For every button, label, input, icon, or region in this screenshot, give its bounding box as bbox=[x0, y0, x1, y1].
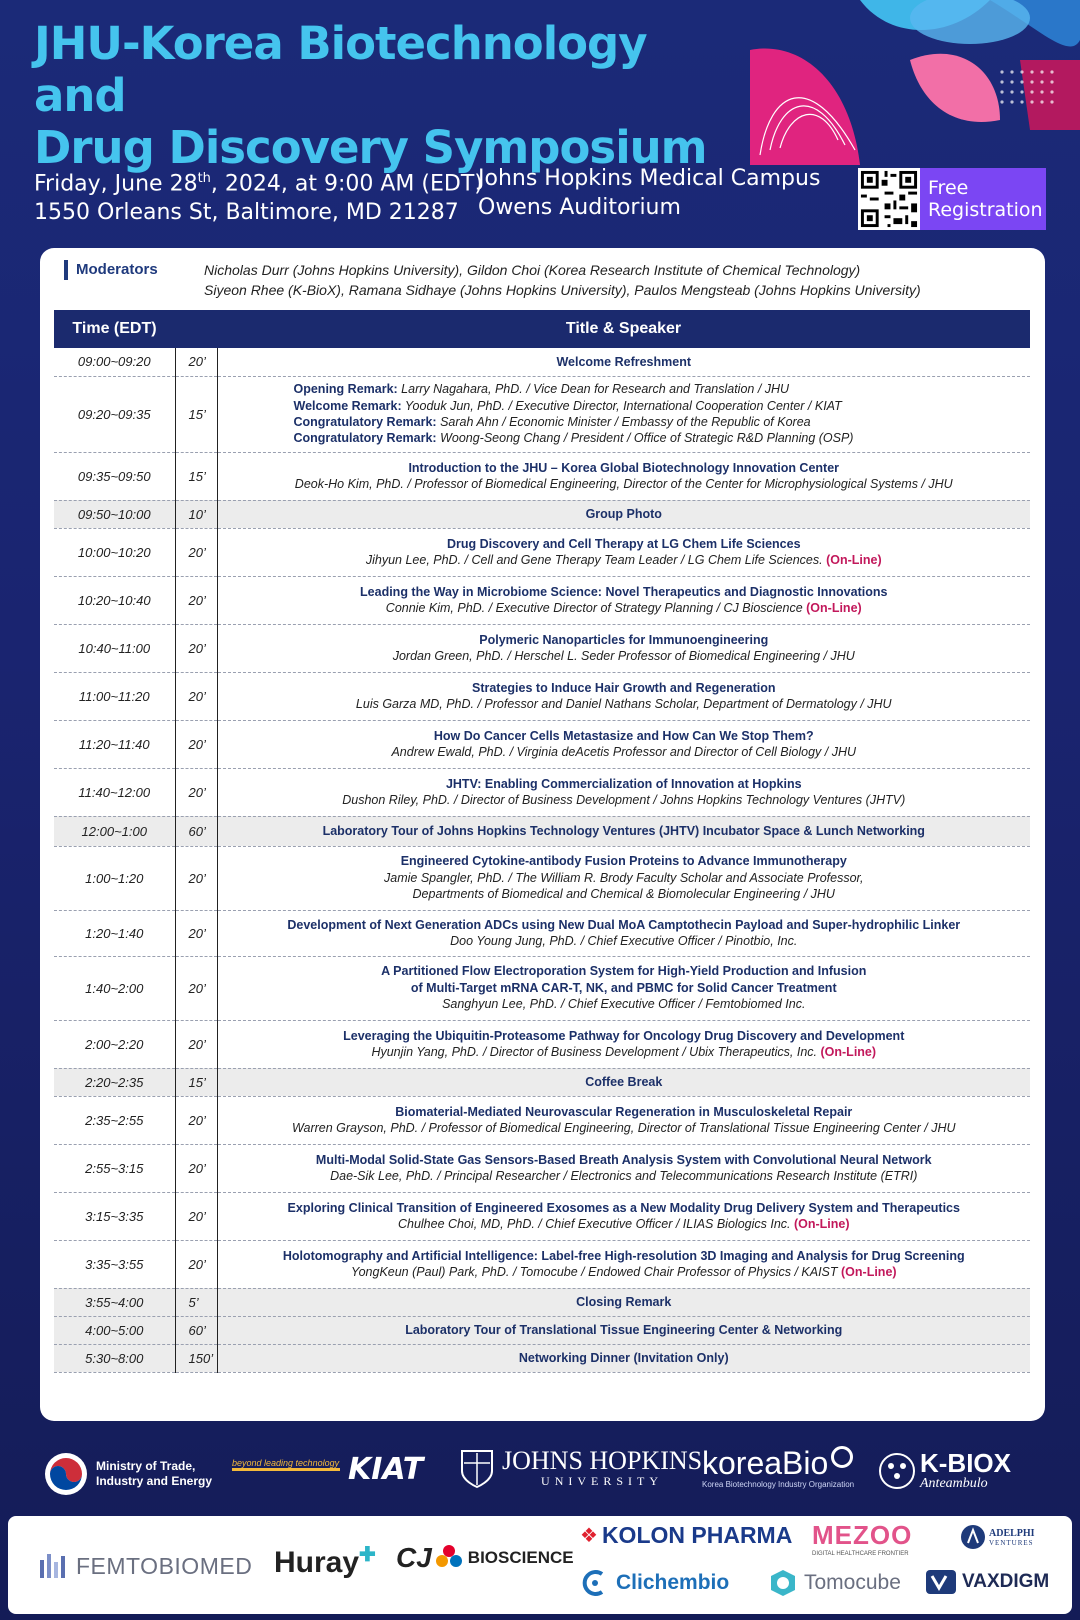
kiat-tagline: beyond leading technology bbox=[232, 1458, 340, 1468]
session-content bbox=[217, 376, 1030, 452]
remark-label: Welcome Remark: bbox=[293, 398, 402, 413]
cj-flower-icon bbox=[434, 1543, 464, 1573]
femtobiomed-bars-icon bbox=[38, 1550, 70, 1582]
session-time: 12:00~1:00 bbox=[54, 816, 175, 846]
session-title: JHTV: Enabling Commercialization of Innovation at Hopkins bbox=[445, 776, 802, 791]
session-title: Exploring Clinical Transition of Engineered Exosomes as a New Modality Drug Delivery System and Therapeutics bbox=[287, 1200, 960, 1215]
schedule-row bbox=[54, 348, 1030, 376]
motie-logo bbox=[44, 1452, 212, 1496]
clichembio-icon bbox=[580, 1568, 610, 1598]
bioscience-wordmark: BIOSCIENCE bbox=[467, 1548, 574, 1567]
session-time: 09:00~09:20 bbox=[54, 348, 175, 376]
session-speaker bbox=[218, 744, 1031, 760]
session-content bbox=[217, 956, 1030, 1020]
session-time: 09:20~09:35 bbox=[54, 376, 175, 452]
kolon-wordmark: KOLON PHARMA bbox=[601, 1522, 793, 1548]
schedule-row bbox=[54, 376, 1030, 452]
remark-line bbox=[294, 414, 1031, 430]
schedule-row bbox=[54, 528, 1030, 576]
session-speaker bbox=[218, 552, 1031, 568]
huray-logo bbox=[274, 1543, 376, 1580]
kbiox-subtitle: Anteambulo bbox=[920, 1476, 988, 1491]
session-title: Engineered Cytokine-antibody Fusion Proteins to Advance Immunotherapy bbox=[400, 854, 847, 869]
session-content bbox=[217, 576, 1030, 624]
title-column-header: Title & Speaker bbox=[217, 310, 1030, 348]
moderators-line1: Nicholas Durr (Johns Hopkins University), Gildon Choi (Korea Research Institute of Chemical Technology) bbox=[204, 262, 861, 278]
speaker-text: Jamie Spangler, PhD. / The William R. Brody Faculty Scholar and Associate Professor, bbox=[384, 870, 864, 885]
schedule-row bbox=[54, 1344, 1030, 1372]
session-duration: 15’ bbox=[175, 1068, 217, 1096]
event-date: Friday, June 28th, 2024, at 9:00 AM (EDT) bbox=[34, 171, 483, 197]
session-title: Laboratory Tour of Translational Tissue Engineering Center & Networking bbox=[405, 1322, 843, 1337]
session-title: Leading the Way in Microbiome Science: Novel Therapeutics and Diagnostic Innovations bbox=[360, 584, 888, 599]
schedule-row bbox=[54, 672, 1030, 720]
session-content bbox=[217, 1068, 1030, 1096]
remark-line bbox=[294, 398, 1031, 414]
schedule-row bbox=[54, 576, 1030, 624]
vaxdigm-wordmark: VAXDIGM bbox=[962, 1571, 1050, 1592]
speaker-text: Luis Garza MD, PhD. / Professor and Daniel Nathans Scholar, Department of Dermatology / JHU bbox=[355, 697, 892, 711]
jhu-line2: UNIVERSITY bbox=[541, 1474, 664, 1488]
session-duration: 20’ bbox=[175, 348, 217, 376]
registration-label-line2: Registration bbox=[928, 199, 1043, 221]
session-duration: 10’ bbox=[175, 500, 217, 528]
huray-wordmark: Huray bbox=[274, 1546, 360, 1579]
schedule-card bbox=[40, 248, 1045, 1421]
schedule-row bbox=[54, 624, 1030, 672]
session-duration: 5’ bbox=[175, 1288, 217, 1316]
session-title: Polymeric Nanoparticles for Immunoengineering bbox=[479, 632, 769, 647]
koreabio-logo bbox=[702, 1446, 854, 1489]
motie-line1: Ministry of Trade, bbox=[96, 1459, 196, 1473]
session-duration: 20’ bbox=[175, 576, 217, 624]
session-title-line2: of Multi-Target mRNA CAR-T, NK, and PBMC for Solid Cancer Treatment bbox=[410, 980, 837, 995]
session-title: Leveraging the Ubiquitin-Proteasome Pathway for Oncology Drug Discovery and Development bbox=[343, 1028, 905, 1043]
session-duration: 20’ bbox=[175, 956, 217, 1020]
session-content bbox=[217, 1344, 1030, 1372]
schedule-row bbox=[54, 768, 1030, 816]
session-duration: 15’ bbox=[175, 452, 217, 500]
kbiox-people-icon bbox=[878, 1452, 916, 1490]
kiat-logo bbox=[232, 1458, 340, 1471]
session-content bbox=[217, 348, 1030, 376]
cj-wordmark: CJ bbox=[396, 1542, 432, 1573]
kolon-pharma-logo bbox=[580, 1522, 792, 1549]
speaker-text: Dushon Riley, PhD. / Director of Business Development / Johns Hopkins Technology Ventures (JHTV) bbox=[342, 793, 906, 807]
session-duration: 20’ bbox=[175, 910, 217, 956]
koreabio-subtitle: Korea Biotechnology Industry Organization bbox=[702, 1480, 855, 1489]
session-speaker-line2: Departments of Biomedical and Chemical & Biomolecular Engineering / JHU bbox=[412, 887, 835, 902]
jhu-line1: JOHNS HOPKINS bbox=[502, 1446, 703, 1475]
session-speaker bbox=[218, 1120, 1031, 1136]
session-duration: 20’ bbox=[175, 846, 217, 910]
session-speaker bbox=[218, 648, 1031, 664]
session-duration: 15’ bbox=[175, 376, 217, 452]
schedule-row bbox=[54, 1192, 1030, 1240]
session-time: 5:30~8:00 bbox=[54, 1344, 175, 1372]
mezoo-wordmark: MEZOO bbox=[812, 1520, 913, 1550]
mezoo-subtitle: DIGITAL HEALTHCARE FRONTIER bbox=[812, 1551, 909, 1557]
registration-label-line1: Free bbox=[928, 177, 969, 199]
schedule-table bbox=[54, 310, 1030, 1373]
korea-taegeuk-icon bbox=[44, 1452, 88, 1496]
decorative-flower-graphic bbox=[740, 0, 1080, 165]
vaxdigm-logo bbox=[926, 1570, 1049, 1594]
schedule-body bbox=[54, 348, 1030, 1372]
speaker-text: Andrew Ewald, PhD. / Virginia deAcetis Professor and Director of Cell Biology / JHU bbox=[391, 745, 857, 759]
session-time: 2:20~2:35 bbox=[54, 1068, 175, 1096]
session-speaker bbox=[218, 1168, 1031, 1184]
session-title: Strategies to Induce Hair Growth and Regeneration bbox=[471, 680, 776, 695]
session-duration: 20’ bbox=[175, 1020, 217, 1068]
adelphi-wordmark: ADELPHI bbox=[989, 1527, 1035, 1539]
speaker-text: Chulhee Choi, MD, PhD. / Chief Executive Officer / ILIAS Biologics Inc. bbox=[397, 1217, 791, 1231]
moderators-label: Moderators bbox=[64, 260, 158, 280]
session-time: 1:00~1:20 bbox=[54, 846, 175, 910]
adelphi-subtitle: VENTURES bbox=[989, 1538, 1034, 1547]
free-registration-button[interactable] bbox=[920, 168, 1046, 230]
femtobiomed-logo bbox=[38, 1550, 252, 1582]
speaker-text: YongKeun (Paul) Park, PhD. / Tomocube / Endowed Chair Professor of Physics / KAIST bbox=[350, 1265, 838, 1279]
session-content bbox=[217, 1192, 1030, 1240]
moderators-names bbox=[204, 260, 921, 300]
clichembio-wordmark: Clichembio bbox=[616, 1571, 730, 1594]
speaker-text: Sanghyun Lee, PhD. / Chief Executive Officer / Femtobiomed Inc. bbox=[442, 997, 806, 1012]
online-badge: (On-Line) bbox=[793, 1217, 850, 1231]
remark-text: Sarah Ahn / Economic Minister / Embassy of the Republic of Korea bbox=[436, 415, 811, 429]
speaker-text: Hyunjin Yang, PhD. / Director of Business Development / Ubix Therapeutics, Inc. bbox=[371, 1045, 818, 1059]
schedule-row bbox=[54, 816, 1030, 846]
session-title: Holotomography and Artificial Intelligence: Label-free High-resolution 3D Imaging and Analysis for Drug Screening bbox=[282, 1248, 965, 1263]
session-speaker bbox=[218, 476, 1031, 492]
session-title: A Partitioned Flow Electroporation System for High-Yield Production and Infusion bbox=[381, 964, 867, 979]
session-duration: 20’ bbox=[175, 720, 217, 768]
speaker-text: Deok-Ho Kim, PhD. / Professor of Biomedical Engineering, Director of the Center for Microphysiological Systems / JHU bbox=[294, 477, 953, 491]
session-content bbox=[217, 1096, 1030, 1144]
speaker-text: Jordan Green, PhD. / Herschel L. Seder Professor of Biomedical Engineering / JHU bbox=[392, 649, 855, 663]
session-content bbox=[217, 846, 1030, 910]
motie-line2: Industry and Energy bbox=[96, 1474, 213, 1488]
session-time: 1:20~1:40 bbox=[54, 910, 175, 956]
schedule-row bbox=[54, 1316, 1030, 1344]
session-duration: 20’ bbox=[175, 1144, 217, 1192]
schedule-row bbox=[54, 452, 1030, 500]
session-content bbox=[217, 500, 1030, 528]
session-title: Development of Next Generation ADCs using New Dual MoA Camptothecin Payload and Super-hydrophilic Linker bbox=[287, 917, 961, 932]
session-title: Introduction to the JHU – Korea Global Biotechnology Innovation Center bbox=[408, 460, 840, 475]
huray-plus-icon: ✚ bbox=[359, 1543, 376, 1566]
schedule-row bbox=[54, 500, 1030, 528]
remark-label: Congratulatory Remark: bbox=[293, 431, 437, 446]
duration-column-header bbox=[175, 310, 217, 348]
event-venue bbox=[478, 164, 820, 222]
session-duration: 60’ bbox=[175, 816, 217, 846]
session-duration: 20’ bbox=[175, 1192, 217, 1240]
online-badge: (On-Line) bbox=[826, 553, 882, 567]
session-title: Drug Discovery and Cell Therapy at LG Chem Life Sciences bbox=[446, 536, 801, 551]
tomocube-icon bbox=[768, 1568, 798, 1598]
session-title: Closing Remark bbox=[576, 1294, 672, 1309]
session-title: Coffee Break bbox=[585, 1074, 663, 1089]
tomocube-logo bbox=[768, 1568, 901, 1598]
session-speaker bbox=[218, 1044, 1031, 1060]
jhu-shield-icon bbox=[460, 1449, 494, 1489]
schedule-row bbox=[54, 1144, 1030, 1192]
session-title: Networking Dinner (Invitation Only) bbox=[518, 1350, 729, 1365]
session-title: How Do Cancer Cells Metastasize and How Can We Stop Them? bbox=[433, 728, 814, 743]
session-speaker bbox=[218, 792, 1031, 808]
session-speaker bbox=[218, 996, 1031, 1012]
adelphi-circle-icon bbox=[960, 1524, 986, 1550]
speaker-text: Doo Young Jung, PhD. / Chief Executive Officer / Pinotbio, Inc. bbox=[450, 934, 798, 948]
session-time: 10:00~10:20 bbox=[54, 528, 175, 576]
schedule-row bbox=[54, 846, 1030, 910]
session-content bbox=[217, 768, 1030, 816]
clichembio-logo bbox=[580, 1568, 729, 1598]
schedule-row bbox=[54, 910, 1030, 956]
event-address: 1550 Orleans St, Baltimore, MD 21287 bbox=[34, 200, 459, 226]
session-time: 09:35~09:50 bbox=[54, 452, 175, 500]
session-duration: 20’ bbox=[175, 1240, 217, 1288]
session-content bbox=[217, 1240, 1030, 1288]
session-content bbox=[217, 910, 1030, 956]
kbiox-logo bbox=[878, 1450, 1011, 1492]
session-content bbox=[217, 720, 1030, 768]
remark-line bbox=[294, 381, 1031, 397]
session-duration: 20’ bbox=[175, 624, 217, 672]
session-speaker bbox=[218, 696, 1031, 712]
event-title bbox=[34, 18, 734, 174]
adelphi-logo bbox=[960, 1524, 1035, 1550]
session-content bbox=[217, 1316, 1030, 1344]
session-duration: 60’ bbox=[175, 1316, 217, 1344]
koreabio-ring-icon bbox=[831, 1446, 853, 1468]
session-content bbox=[217, 452, 1030, 500]
session-title: Biomaterial-Mediated Neurovascular Regeneration in Musculoskeletal Repair bbox=[395, 1104, 853, 1119]
venue-line2: Owens Auditorium bbox=[478, 195, 681, 220]
jhu-logo bbox=[460, 1448, 702, 1489]
remark-text: Woong-Seong Chang / President / Office of Strategic R&D Planning (OSP) bbox=[436, 431, 854, 446]
session-time: 4:00~5:00 bbox=[54, 1316, 175, 1344]
schedule-row bbox=[54, 1240, 1030, 1288]
session-time: 3:15~3:35 bbox=[54, 1192, 175, 1240]
government-partner-logos bbox=[0, 1438, 1080, 1508]
session-time: 11:00~11:20 bbox=[54, 672, 175, 720]
session-content bbox=[217, 528, 1030, 576]
remark-line bbox=[294, 430, 1031, 446]
kiat-wordmark: KIAT bbox=[348, 1452, 424, 1487]
corporate-sponsor-logos bbox=[8, 1516, 1072, 1614]
kolon-emblem-icon: ❖ bbox=[580, 1525, 598, 1547]
session-content bbox=[217, 1288, 1030, 1316]
speaker-text: Warren Grayson, PhD. / Professor of Biomedical Engineering, Director of Translational Tissue Engineering Center / JHU bbox=[291, 1121, 956, 1135]
speaker-text: Jihyun Lee, PhD. / Cell and Gene Therapy Team Leader / LG Chem Life Sciences. bbox=[365, 553, 823, 567]
session-speaker bbox=[218, 600, 1031, 616]
session-duration: 20’ bbox=[175, 528, 217, 576]
cj-bioscience-logo bbox=[396, 1542, 574, 1574]
schedule-row bbox=[54, 1096, 1030, 1144]
kbiox-wordmark: K-BIOX bbox=[920, 1448, 1011, 1478]
session-title: Multi-Modal Solid-State Gas Sensors-Based Breath Analysis System with Convolutional Neural Network bbox=[315, 1152, 932, 1167]
schedule-row bbox=[54, 1068, 1030, 1096]
session-title: Group Photo bbox=[585, 506, 662, 521]
speaker-text: Connie Kim, PhD. / Executive Director of Strategy Planning / CJ Bioscience bbox=[385, 601, 803, 615]
online-badge: (On-Line) bbox=[841, 1265, 897, 1279]
mezoo-logo bbox=[812, 1520, 912, 1557]
session-title: Laboratory Tour of Johns Hopkins Technology Ventures (JHTV) Incubator Space & Lunch Networking bbox=[322, 823, 925, 838]
remark-label: Opening Remark: bbox=[293, 382, 398, 397]
schedule-row bbox=[54, 1288, 1030, 1316]
venue-line1: Johns Hopkins Medical Campus bbox=[478, 166, 821, 191]
online-badge: (On-Line) bbox=[806, 601, 862, 615]
session-content bbox=[217, 1144, 1030, 1192]
remark-label: Congratulatory Remark: bbox=[293, 415, 437, 429]
session-time: 11:20~11:40 bbox=[54, 720, 175, 768]
schedule-row bbox=[54, 1020, 1030, 1068]
event-title-line2: Drug Discovery Symposium bbox=[34, 121, 707, 174]
remark-text: Larry Nagahara, PhD. / Vice Dean for Research and Translation / JHU bbox=[397, 382, 790, 397]
remark-text: Yooduk Jun, PhD. / Executive Director, International Cooperation Center / KIAT bbox=[401, 398, 842, 413]
session-speaker bbox=[218, 1216, 1031, 1232]
schedule-row bbox=[54, 720, 1030, 768]
schedule-row bbox=[54, 956, 1030, 1020]
session-content bbox=[217, 672, 1030, 720]
session-time: 10:20~10:40 bbox=[54, 576, 175, 624]
session-time: 3:35~3:55 bbox=[54, 1240, 175, 1288]
event-date-location bbox=[34, 164, 483, 227]
session-time: 10:40~11:00 bbox=[54, 624, 175, 672]
session-time: 2:55~3:15 bbox=[54, 1144, 175, 1192]
session-time: 2:00~2:20 bbox=[54, 1020, 175, 1068]
online-badge: (On-Line) bbox=[820, 1045, 877, 1059]
koreabio-wordmark: koreaBio bbox=[702, 1445, 829, 1481]
speaker-text: Dae-Sik Lee, PhD. / Principal Researcher / Electronics and Telecommunications Research Institute (ETRI) bbox=[330, 1169, 918, 1183]
session-content bbox=[217, 624, 1030, 672]
session-speaker bbox=[218, 870, 1031, 886]
session-time: 2:35~2:55 bbox=[54, 1096, 175, 1144]
session-time: 11:40~12:00 bbox=[54, 768, 175, 816]
registration-qr-code[interactable] bbox=[858, 168, 920, 230]
femtobiomed-wordmark: FEMTOBIOMED bbox=[76, 1552, 253, 1579]
session-title: Welcome Refreshment bbox=[556, 354, 692, 369]
session-duration: 20’ bbox=[175, 1096, 217, 1144]
session-time: 09:50~10:00 bbox=[54, 500, 175, 528]
moderators-line2: Siyeon Rhee (K-BioX), Ramana Sidhaye (Johns Hopkins University), Paulos Mengsteab (Johns Hopkins University) bbox=[204, 282, 921, 298]
session-time: 3:55~4:00 bbox=[54, 1288, 175, 1316]
session-speaker bbox=[218, 933, 1031, 949]
tomocube-wordmark: Tomocube bbox=[804, 1571, 901, 1594]
session-content bbox=[217, 816, 1030, 846]
session-time: 1:40~2:00 bbox=[54, 956, 175, 1020]
time-column-header: Time (EDT) bbox=[54, 310, 175, 348]
vaxdigm-icon bbox=[926, 1570, 956, 1594]
session-duration: 20’ bbox=[175, 672, 217, 720]
schedule-header-row bbox=[54, 310, 1030, 348]
session-duration: 20’ bbox=[175, 768, 217, 816]
event-title-line1: JHU-Korea Biotechnology and bbox=[34, 17, 647, 122]
session-speaker bbox=[218, 1264, 1031, 1280]
session-content bbox=[217, 1020, 1030, 1068]
session-duration: 150’ bbox=[175, 1344, 217, 1372]
